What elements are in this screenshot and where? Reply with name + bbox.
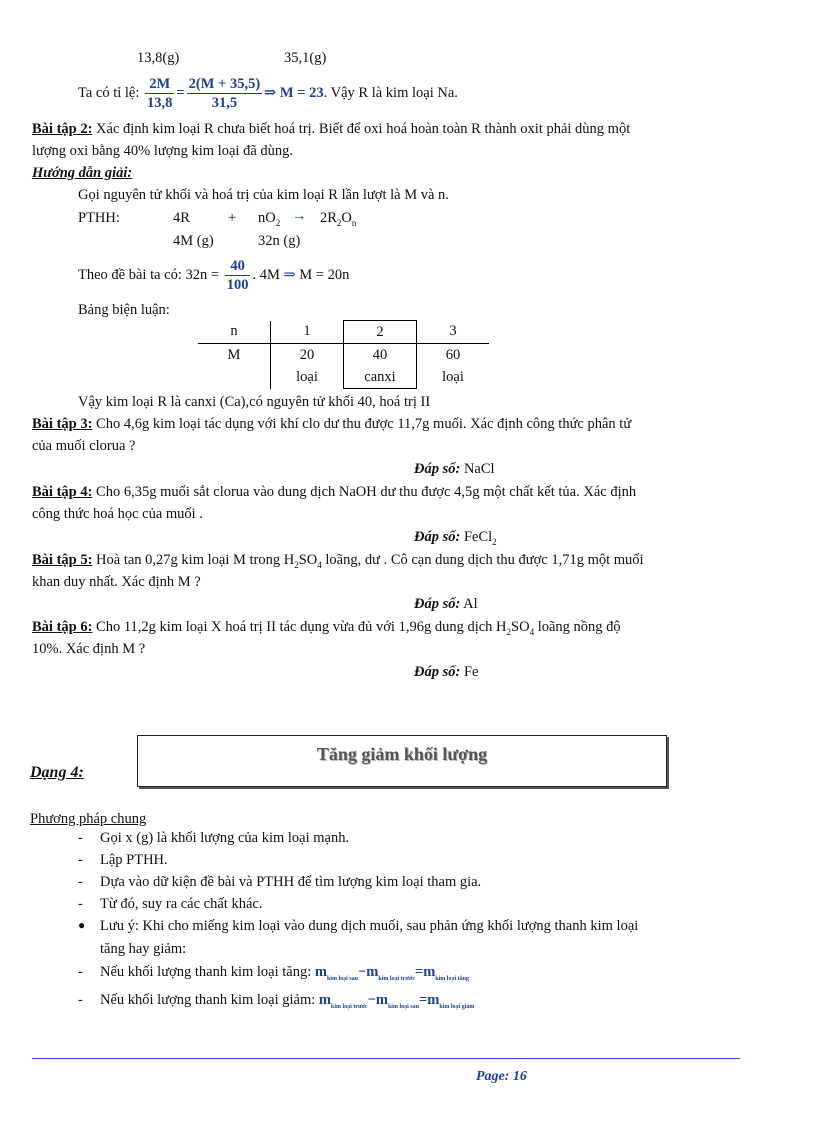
bt3-line2: của muối clorua ? xyxy=(32,438,136,454)
theo-arrow: ⇒ xyxy=(283,267,296,283)
ratio-fraction-2 xyxy=(187,75,262,112)
page-number: Page: 16 xyxy=(476,1069,527,1084)
p1-sub2: n xyxy=(351,217,357,228)
ptth-m2: 32n (g) xyxy=(258,233,301,249)
bt3-label: Bài tập 3: xyxy=(32,416,93,432)
bt5-text1b: SO xyxy=(298,552,318,568)
theo-line xyxy=(78,255,349,295)
answer-label: Đáp số: xyxy=(414,529,461,545)
m-sub: kim loại giảm xyxy=(439,1003,475,1010)
r2-text: nO xyxy=(258,210,276,226)
pp-heading: Phương pháp chung xyxy=(30,811,147,827)
luu-y-line1: Lưu ý: Khi cho miếng kim loại vào dung dịch muối, sau phản ứng khối lượng thanh kim loại xyxy=(100,918,639,934)
bt5-sub2: 4 xyxy=(317,559,322,570)
table-cell: 3 xyxy=(449,323,457,340)
minus-sign: − xyxy=(367,992,376,1008)
table-cell: canxi xyxy=(344,366,417,389)
answer-value: Fe xyxy=(463,664,479,680)
giam-formula xyxy=(319,992,474,1008)
bt2-line1 xyxy=(32,121,630,138)
ratio-prefix: Ta có tỉ lệ: xyxy=(78,85,140,101)
p1-text: 2R xyxy=(320,210,337,226)
m-letter: m xyxy=(366,964,379,980)
table-cell: 1 xyxy=(271,321,344,344)
topic-box xyxy=(137,735,667,787)
bt5-sub1: 2 xyxy=(294,559,299,570)
bt6-line2: 10%. Xác định M ? xyxy=(32,641,146,657)
equals-sign: = xyxy=(414,964,424,980)
answer-value: NaCl xyxy=(463,461,495,477)
m-sub: kim loại sau xyxy=(326,975,358,982)
dash-bullet: - xyxy=(78,874,83,890)
bt6-sub1: 2 xyxy=(506,626,512,637)
table-row xyxy=(198,321,489,344)
goi-text: Gọi nguyên tử khối và hoá trị của kim loại R lần lượt là M và n. xyxy=(78,187,449,203)
theo-prefix: Theo đề bài ta có: 32n = xyxy=(78,267,220,283)
bang-label: Bảng biện luận: xyxy=(78,302,170,318)
theo-fraction xyxy=(225,257,251,294)
m-letter: m xyxy=(427,992,440,1008)
dash-bullet: - xyxy=(78,964,83,980)
frac2-num: 2(M + 35,5) xyxy=(188,76,261,93)
footer-rule xyxy=(32,1058,740,1059)
m-sub: kim loại trước xyxy=(331,1003,368,1010)
m-letter: m xyxy=(423,964,436,980)
list-item: Gọi x (g) là khối lượng của kim loại mạnh. xyxy=(100,830,350,846)
mass-left: 13,8(g) xyxy=(137,50,180,66)
bt5-line1 xyxy=(32,552,644,570)
tang-text: Nếu khối lượng thanh kim loại tăng: xyxy=(100,964,312,980)
m-sub: kim loại trước xyxy=(378,975,415,982)
list-item: Từ đó, suy ra các chất khác. xyxy=(100,896,263,912)
answer-label: Đáp số: xyxy=(414,461,461,477)
m-sub: kim loại sau xyxy=(387,1003,419,1010)
dash-bullet: - xyxy=(78,830,83,846)
bt5-text1a: Hoà tan 0,27g kim loại M trong H xyxy=(96,552,295,568)
frac1-den: 13,8 xyxy=(147,95,173,112)
bt4-line2: công thức hoá học của muối . xyxy=(32,506,203,522)
topic-title: Tăng giảm khối lượng xyxy=(316,744,488,764)
bt4-line1 xyxy=(32,484,636,501)
answer-sub: 2 xyxy=(492,536,497,547)
bt6-text1c: loãng nồng độ xyxy=(534,619,621,635)
m-letter: m xyxy=(375,992,388,1008)
ptth-r1: 4R xyxy=(173,210,190,226)
answer-value: Al xyxy=(463,596,478,612)
p1-o: O xyxy=(341,210,352,226)
table-cell: 20 xyxy=(271,344,344,367)
bt3-answer xyxy=(414,461,495,478)
ratio-result: ⇒ M = 23 xyxy=(264,85,324,101)
dash-bullet: - xyxy=(78,992,83,1008)
table-cell: M xyxy=(198,344,271,367)
ptth-arrow: → xyxy=(292,208,307,224)
mass-right: 35,1(g) xyxy=(284,50,327,66)
list-item: Lập PTHH. xyxy=(100,852,168,868)
bien-luan-table xyxy=(198,320,489,389)
table-row xyxy=(198,366,489,389)
bt6-sub2: 4 xyxy=(529,626,535,637)
bt4-label: Bài tập 4: xyxy=(32,484,93,500)
dash-bullet: - xyxy=(78,852,83,868)
answer-label: Đáp số: xyxy=(414,596,461,612)
dot-bullet: ● xyxy=(78,918,86,932)
bt2-text1: Xác định kim loại R chưa biết hoá trị. Biết để oxi hoá hoàn toàn R thành oxit phải dùng một xyxy=(96,121,631,137)
table-cell: 2 xyxy=(344,321,417,344)
vay-text: Vậy kim loại R là canxi (Ca),có nguyên tử khối 40, hoá trị II xyxy=(78,394,431,410)
bt5-text1c: loãng, dư . Cô cạn dung dịch thu được 1,71g một muối xyxy=(321,552,644,568)
bt2-label: Bài tập 2: xyxy=(32,121,93,137)
huong-dan-heading: Hướng dẫn giải: xyxy=(32,165,133,181)
m-letter: m xyxy=(314,964,327,980)
giam-formula-line xyxy=(100,992,474,1010)
ratio-line xyxy=(78,73,458,113)
bt3-text1: Cho 4,6g kim loại tác dụng với khí clo dư thu được 11,7g muối. Xác định công thức phân tử xyxy=(96,416,632,432)
frac2-den: 31,5 xyxy=(211,95,238,112)
ptth-p1 xyxy=(320,210,356,228)
bt6-text1b: SO xyxy=(511,619,530,635)
table-cell: loại xyxy=(271,366,344,389)
tang-formula xyxy=(315,964,469,980)
table-cell: 60 xyxy=(417,344,490,367)
minus-sign: − xyxy=(357,964,367,980)
table-cell: n xyxy=(230,323,238,340)
ptth-plus: + xyxy=(228,210,237,226)
table-row xyxy=(198,344,489,367)
answer-label: Đáp số: xyxy=(414,664,461,680)
frac1-num: 2M xyxy=(145,75,174,94)
m-letter: m xyxy=(318,992,331,1008)
bt6-label: Bài tập 6: xyxy=(32,619,93,635)
ratio-fraction-1 xyxy=(145,75,174,112)
theo-num: 40 xyxy=(225,257,251,276)
bt2-line2: lượng oxi bằng 40% lượng kim loại đã dùng. xyxy=(32,143,294,159)
bt5-label: Bài tập 5: xyxy=(32,552,93,568)
ratio-suffix: . Vậy R là kim loại Na. xyxy=(323,85,458,101)
theo-mid: . 4M xyxy=(252,267,280,283)
ptth-label: PTHH: xyxy=(78,210,120,226)
answer-value: FeCl xyxy=(463,529,493,545)
table-cell xyxy=(198,366,271,389)
equals-sign: = xyxy=(418,992,428,1008)
luu-y-line2: tăng hay giảm: xyxy=(100,941,187,957)
bt5-answer xyxy=(414,596,478,613)
list-item: Dựa vào dữ kiện đề bài và PTHH để tìm lượng kim loại tham gia. xyxy=(100,874,482,890)
bt6-line1 xyxy=(32,619,621,637)
ptth-r2 xyxy=(258,210,280,228)
ptth-m1: 4M (g) xyxy=(173,233,214,249)
dash-bullet: - xyxy=(78,896,83,912)
bt6-answer xyxy=(414,664,478,681)
bt6-text1a: Cho 11,2g kim loại X hoá trị II tác dụng vừa đủ với 1,96g dung dịch H xyxy=(96,619,507,635)
bt5-line2: khan duy nhất. Xác định M ? xyxy=(32,574,201,590)
table-cell: loại xyxy=(442,368,464,385)
dang-heading: Dạng 4: xyxy=(30,764,84,781)
bt4-text1: Cho 6,35g muối sắt clorua vào dung dịch NaOH dư thu được 4,5g một chất kết tủa. Xác định xyxy=(96,484,637,500)
theo-den: 100 xyxy=(226,277,249,294)
p1-sub1: 2 xyxy=(336,217,342,228)
bt3-line1 xyxy=(32,416,631,433)
theo-result: M = 20n xyxy=(299,267,350,283)
table-cell: 40 xyxy=(344,344,417,367)
bt4-answer xyxy=(414,529,497,547)
tang-formula-line xyxy=(100,964,469,982)
m-sub: kim loại tăng xyxy=(435,975,469,982)
giam-text: Nếu khối lượng thanh kim loại giảm: xyxy=(100,992,316,1008)
ratio-eq: = xyxy=(176,85,185,101)
r2-sub: 2 xyxy=(275,217,281,228)
